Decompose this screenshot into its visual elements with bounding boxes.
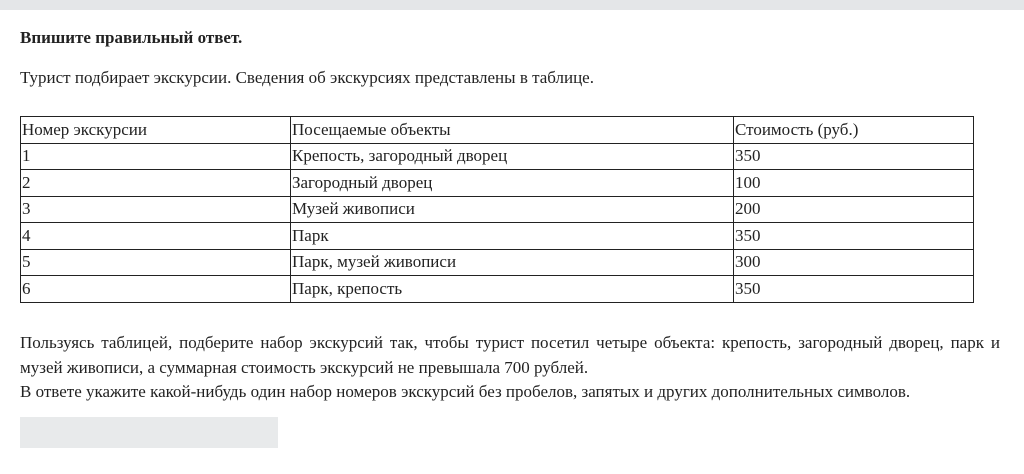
cell-objects: Парк <box>291 223 734 250</box>
cell-objects: Парк, музей живописи <box>291 249 734 276</box>
cell-cost: 350 <box>734 223 974 250</box>
cell-number: 3 <box>21 196 291 223</box>
question-content <box>20 27 1000 401</box>
instruction-text: Впишите правильный ответ. <box>20 28 243 47</box>
table-header-row <box>21 117 974 144</box>
table-row <box>21 223 974 250</box>
excursions-table <box>20 116 974 303</box>
cell-cost: 300 <box>734 249 974 276</box>
cell-number: 5 <box>21 249 291 276</box>
header-excursion-number: Номер экскурсии <box>21 117 291 144</box>
task-paragraph-2: В ответе укажите какой-нибудь один набор номеров экскурсий без пробелов, запятых и других дополнительных символов. <box>20 382 911 401</box>
table-row <box>21 170 974 197</box>
cell-cost: 200 <box>734 196 974 223</box>
header-objects: Посещаемые объекты <box>291 117 734 144</box>
table-row <box>21 276 974 303</box>
cell-cost: 350 <box>734 276 974 303</box>
table-row <box>21 249 974 276</box>
header-cost: Стоимость (руб.) <box>734 117 974 144</box>
cell-number: 1 <box>21 143 291 170</box>
cell-number: 4 <box>21 223 291 250</box>
answer-input[interactable] <box>20 417 278 448</box>
top-bar <box>0 0 1024 10</box>
intro-text: Турист подбирает экскурсии. Сведения об экскурсиях представлены в таблице. <box>20 68 594 87</box>
cell-cost: 100 <box>734 170 974 197</box>
cell-cost: 350 <box>734 143 974 170</box>
table-row <box>21 143 974 170</box>
task-paragraph-1: Пользуясь таблицей, подберите набор экскурсий так, чтобы турист посетил четыре объекта: крепость, загородный дворец, парк и музей живописи, а суммарная стоимость экскурсий не превышала 700 рублей. <box>20 333 1000 377</box>
cell-objects: Парк, крепость <box>291 276 734 303</box>
table-row <box>21 196 974 223</box>
cell-objects: Крепость, загородный дворец <box>291 143 734 170</box>
cell-number: 6 <box>21 276 291 303</box>
cell-objects: Музей живописи <box>291 196 734 223</box>
cell-number: 2 <box>21 170 291 197</box>
cell-objects: Загородный дворец <box>291 170 734 197</box>
task-text <box>20 331 1000 405</box>
